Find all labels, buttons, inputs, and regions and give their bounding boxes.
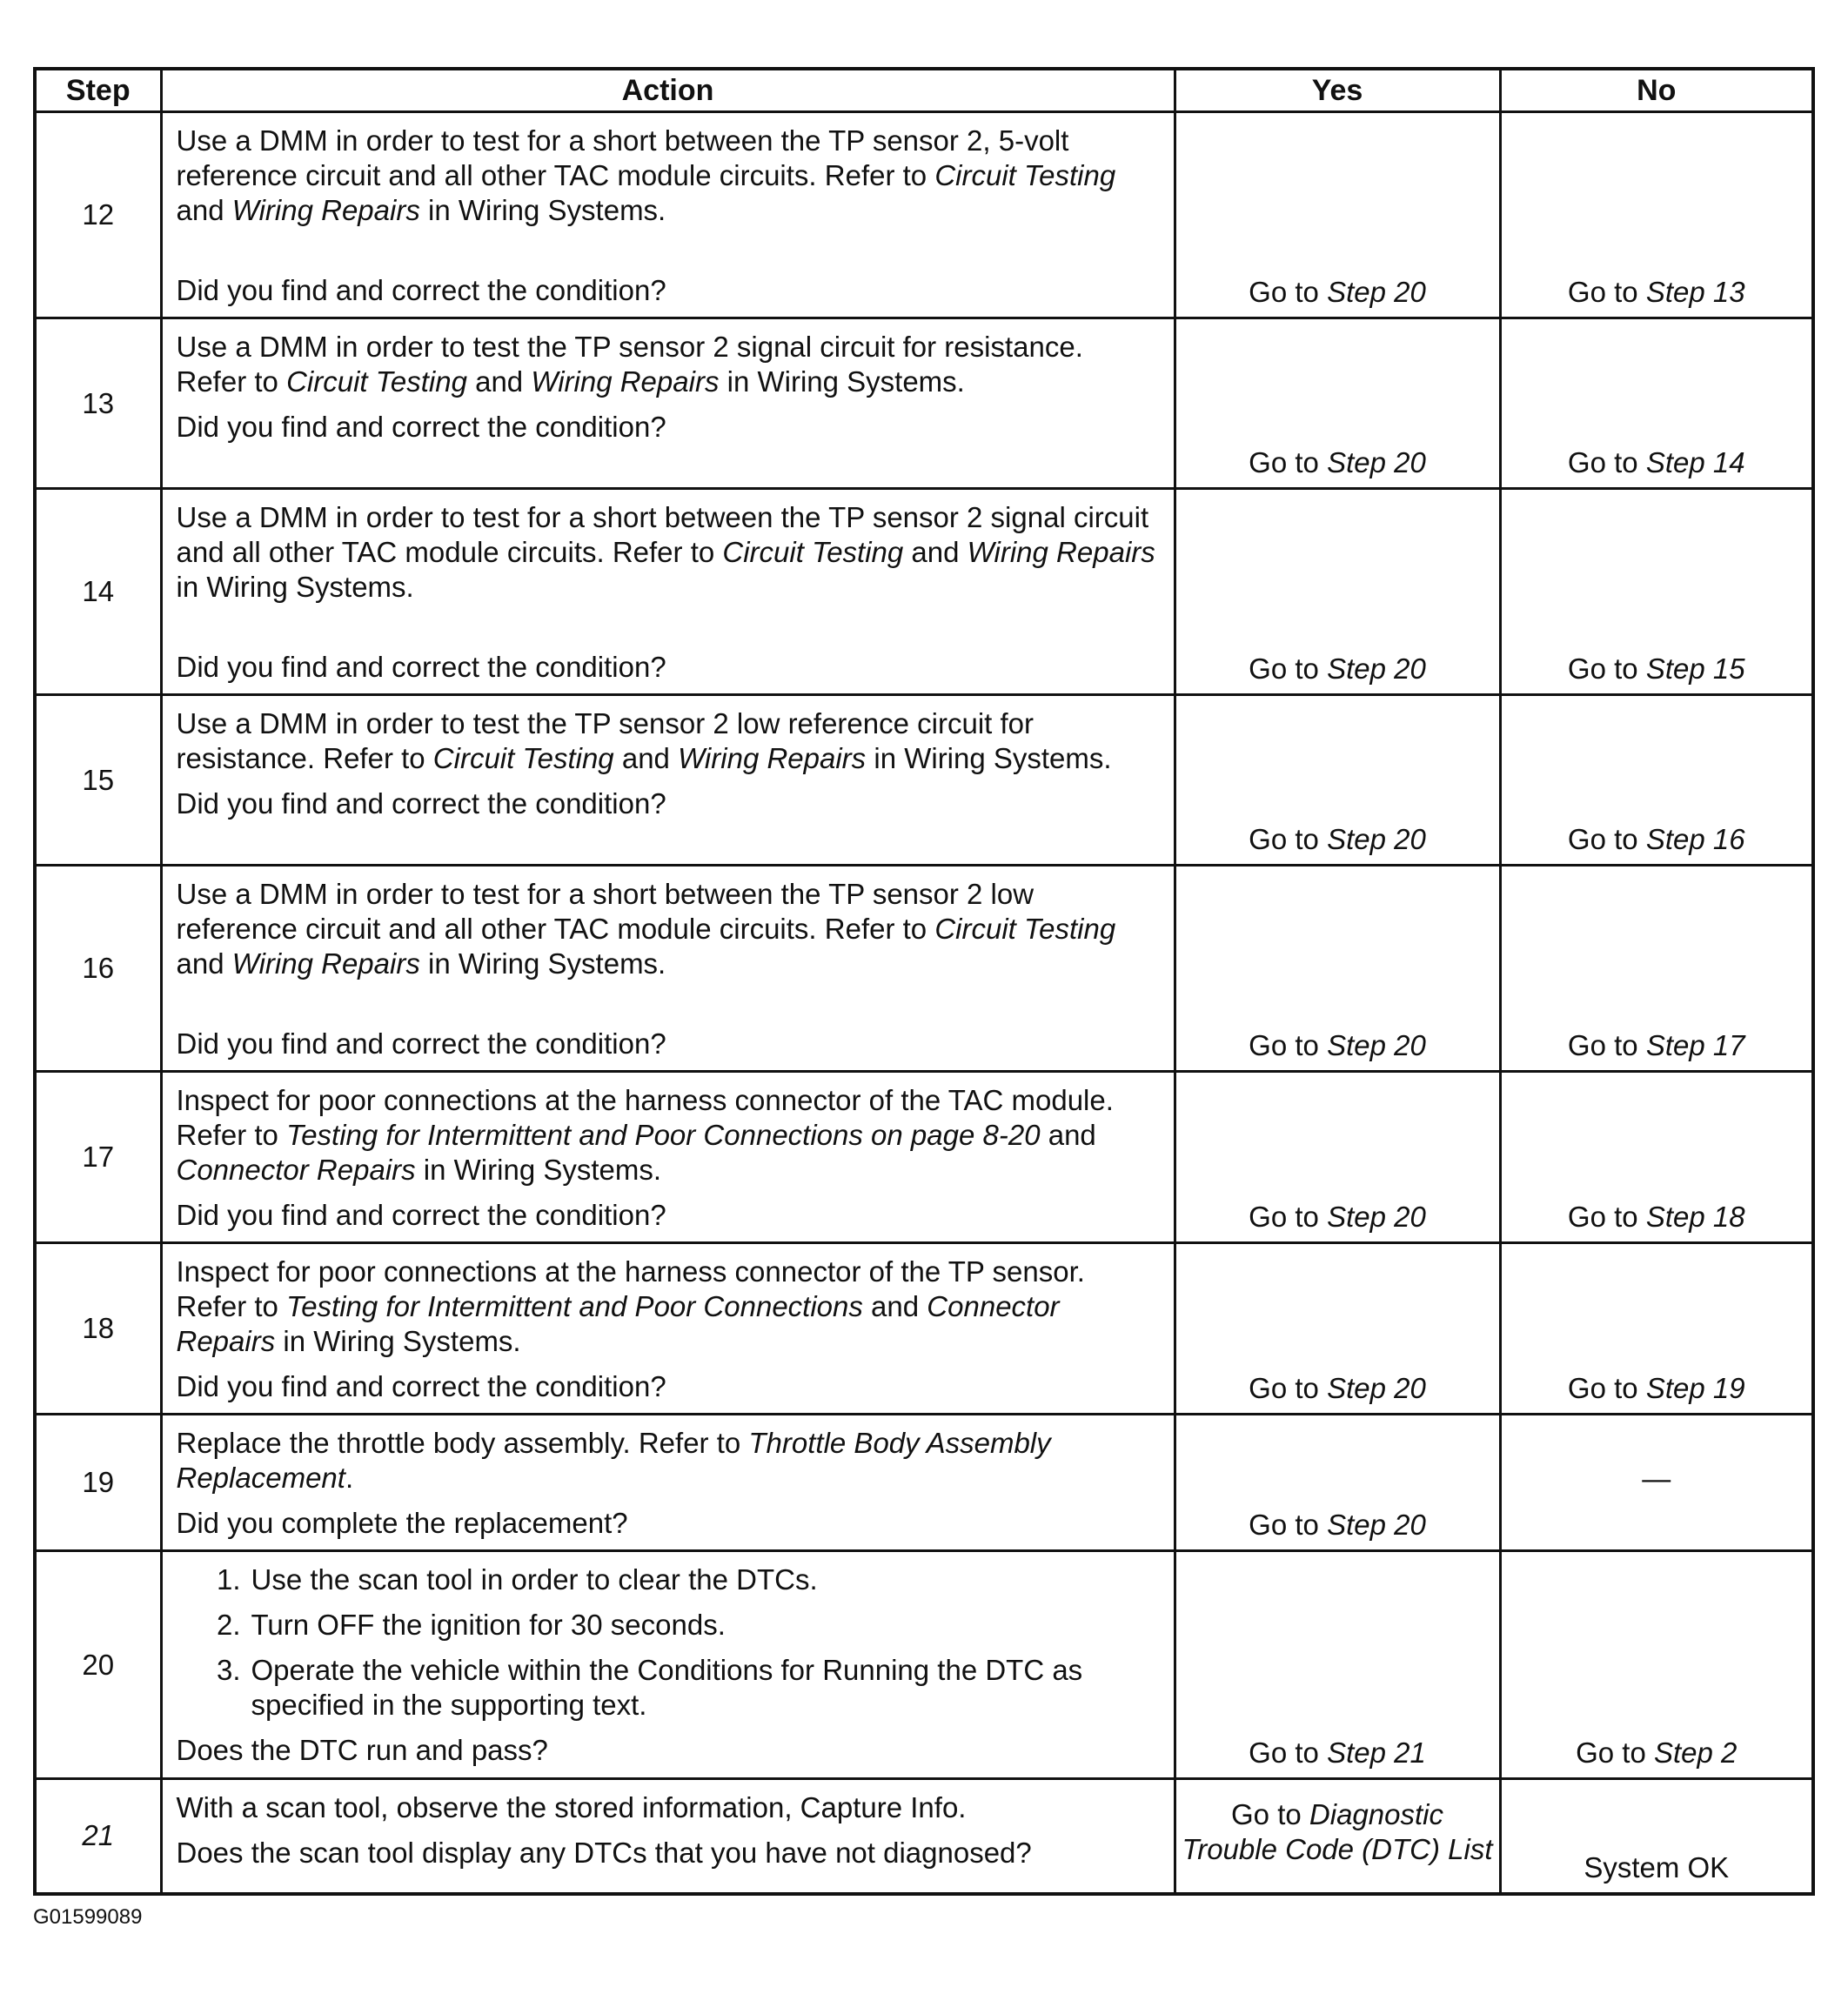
no-cell: Go to Step 18: [1500, 1072, 1813, 1243]
yes-cell: Go to Step 21: [1175, 1551, 1500, 1779]
yes-cell: Go to Step 20: [1175, 866, 1500, 1072]
header-row: [35, 69, 1813, 112]
yes-cell: Go to Step 20: [1175, 695, 1500, 866]
step-number: 19: [35, 1415, 161, 1551]
yes-cell: Go to Step 20: [1175, 318, 1500, 489]
step-number: 18: [35, 1243, 161, 1415]
table-row: [35, 1072, 1813, 1243]
list-item: 1. Use the scan tool in order to clear the DTCs.: [216, 1563, 818, 1596]
table-row: [35, 1551, 1813, 1779]
action-cell: [161, 695, 1175, 866]
no-cell: Go to Step 19: [1500, 1243, 1813, 1415]
step-number: 20: [35, 1551, 161, 1779]
step-number: 16: [35, 866, 161, 1072]
yes-cell: Go to Step 20: [1175, 1415, 1500, 1551]
no-cell: Go to Step 15: [1500, 489, 1813, 695]
action-text: Use a DMM in order to test the TP sensor 2 signal circuit for resistance. Refer to Circuit Testing and Wiring Repairs in Wiring Systems.: [176, 331, 1083, 398]
yes-cell: Go to Step 20: [1175, 1243, 1500, 1415]
action-question: Did you find and correct the condition?: [176, 1027, 666, 1060]
header-action: Action: [161, 69, 1175, 112]
action-cell: [161, 318, 1175, 489]
table-row: [35, 1243, 1813, 1415]
action-question: Did you find and correct the condition?: [176, 411, 666, 443]
step-number: 21: [35, 1779, 161, 1894]
action-cell: [161, 1243, 1175, 1415]
action-question: Did you find and correct the condition?: [176, 787, 666, 820]
no-cell: Go to Step 16: [1500, 695, 1813, 866]
table-row: [35, 489, 1813, 695]
figure-id: G01599089: [33, 1905, 143, 1929]
action-text: Use a DMM in order to test for a short between the TP sensor 2 low reference circuit and all other TAC module circuits. Refer to Circuit Testing and Wiring Repairs in Wiring Systems.: [176, 878, 1116, 980]
action-text: Inspect for poor connections at the harness connector of the TP sensor. Refer to Testing for Intermittent and Poor Connections and Connector Repairs in Wiring Systems.: [176, 1255, 1085, 1357]
step-number: 12: [35, 112, 161, 318]
action-cell: [161, 112, 1175, 318]
action-question: Did you find and correct the condition?: [176, 651, 666, 683]
action-question: Did you complete the replacement?: [176, 1507, 628, 1539]
no-cell: System OK: [1500, 1779, 1813, 1894]
header-step: Step: [35, 69, 161, 112]
yes-cell: Go to Step 20: [1175, 489, 1500, 695]
action-text: Use a DMM in order to test the TP sensor 2 low reference circuit for resistance. Refer to Circuit Testing and Wiring Repairs in Wiring Systems.: [176, 707, 1112, 774]
action-text: Use a DMM in order to test for a short between the TP sensor 2, 5-volt reference circuit and all other TAC module circuits. Refer to Circuit Testing and Wiring Repairs in Wiring Systems.: [176, 124, 1116, 226]
action-text: Use a DMM in order to test for a short between the TP sensor 2 signal circuit and all other TAC module circuits. Refer to Circuit Testing and Wiring Repairs in Wiring Systems.: [176, 501, 1155, 603]
table-row: [35, 1779, 1813, 1894]
table-row: [35, 112, 1813, 318]
list-item: 3. Operate the vehicle within the Conditions for Running the DTC as specified in the supporting text.: [216, 1654, 1083, 1721]
action-cell: [161, 1779, 1175, 1894]
action-question: Does the DTC run and pass?: [176, 1734, 548, 1766]
no-cell: Go to Step 13: [1500, 112, 1813, 318]
step-number: 14: [35, 489, 161, 695]
diagnostic-table: [33, 67, 1815, 1896]
step-number: 17: [35, 1072, 161, 1243]
no-cell: Go to Step 2: [1500, 1551, 1813, 1779]
table-row: [35, 866, 1813, 1072]
action-cell: [161, 1415, 1175, 1551]
action-cell: [161, 866, 1175, 1072]
table-row: [35, 318, 1813, 489]
action-cell: [161, 1072, 1175, 1243]
action-question: Did you find and correct the condition?: [176, 274, 666, 306]
action-text: Replace the throttle body assembly. Refer to Throttle Body Assembly Replacement.: [176, 1427, 1051, 1494]
yes-cell: Go to Step 20: [1175, 112, 1500, 318]
action-cell: [161, 489, 1175, 695]
header-yes: Yes: [1175, 69, 1500, 112]
table-row: [35, 695, 1813, 866]
table-row: [35, 1415, 1813, 1551]
yes-cell: Go to Diagnostic Trouble Code (DTC) List: [1175, 1779, 1500, 1894]
action-question: Does the scan tool display any DTCs that you have not diagnosed?: [176, 1837, 1032, 1869]
step-number: 15: [35, 695, 161, 866]
header-no: No: [1500, 69, 1813, 112]
action-text: Inspect for poor connections at the harness connector of the TAC module. Refer to Testing for Intermittent and Poor Connections on page 8-20 and Connector Repairs in Wiring Systems.: [176, 1084, 1114, 1186]
no-cell: Go to Step 17: [1500, 866, 1813, 1072]
action-question: Did you find and correct the condition?: [176, 1370, 666, 1402]
step-number: 13: [35, 318, 161, 489]
action-question: Did you find and correct the condition?: [176, 1199, 666, 1231]
action-text: With a scan tool, observe the stored information, Capture Info.: [176, 1791, 967, 1823]
list-item: 2. Turn OFF the ignition for 30 seconds.: [216, 1609, 726, 1641]
yes-cell: Go to Step 20: [1175, 1072, 1500, 1243]
no-cell: —: [1500, 1415, 1813, 1551]
procedure-list: [177, 1562, 1162, 1723]
action-cell: [161, 1551, 1175, 1779]
no-cell: Go to Step 14: [1500, 318, 1813, 489]
